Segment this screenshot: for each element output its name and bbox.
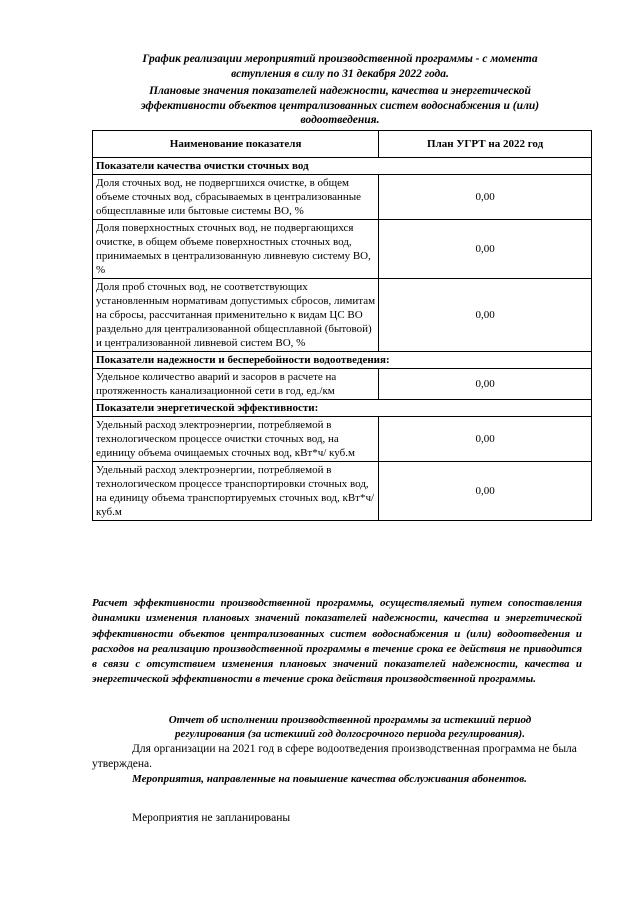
section-title-reliability: Показатели надежности и бесперебойности водоотведения: [93,352,592,369]
section-row [93,352,592,369]
table-header-row [93,131,592,158]
section-title-quality: Показатели качества очистки сточных вод [93,158,592,175]
indicator-value: 0,00 [379,279,592,352]
indicator-value: 0,00 [379,220,592,279]
table-row [93,175,592,220]
header-line-3: Плановые значения показателей надежности, качества и энергетической [149,85,531,97]
indicator-name: Доля поверхностных сточных вод, не подвергающихся очистке, в общем объеме поверхностных сточных вод, принимаемых в централизованную ливневую систему ВО, % [93,220,379,279]
header-line-2: вступления в силу по 31 декабря 2022 года. [231,68,449,80]
indicator-value: 0,00 [379,462,592,521]
indicator-name: Удельный расход электроэнергии, потребляемой в технологическом процессе транспортировки сточных вод, на единицу объема транспортируемых сточных вод, кВт*ч/ куб.м [93,462,379,521]
table-row [93,369,592,400]
section-row [93,158,592,175]
indicator-value: 0,00 [379,369,592,400]
header-line-1: График реализации мероприятий производственной программы - с момента [142,53,538,65]
efficiency-paragraph: Расчет эффективности производственной программы, осуществляемый путем сопоставления динамики изменения плановых значений показателей надежности, качества и энергетической эффективности объектов централизованных систем водоснабжения и (или) водоотведения и расходов на реализацию производственной программы в течение срока ее действия не приводится в связи с отсутствием изменения плановых значений показателей надежности, качества и энергетической эффективности в течение срока действия производственной программы. [92,597,582,686]
table-row [93,462,592,521]
report-title-line-1: Отчет об исполнении производственной программы за истекший период [168,714,532,726]
indicator-value: 0,00 [379,417,592,462]
events-body: Мероприятия не запланированы [132,812,291,824]
section-title-energy: Показатели энергетической эффективности: [93,400,592,417]
table-row [93,220,592,279]
indicator-name: Доля сточных вод, не подвергшихся очистке, в общем объеме сточных вод, сбрасываемых в централизованные общесплавные или бытовые системы ВО, % [93,175,379,220]
column-header-name: Наименование показателя [93,131,379,158]
table-row [93,417,592,462]
indicator-value: 0,00 [379,175,592,220]
header-line-4: эффективности объектов централизованных систем водоснабжения и (или) [140,100,540,112]
section-row [93,400,592,417]
header-line-5: водоотведения. [300,114,380,126]
report-body: Для организации на 2021 год в сфере водоотведения производственная программа не была утверждена. [92,743,577,770]
indicator-name: Доля проб сточных вод, не соответствующих установленным нормативам допустимых сбросов, лимитам на сбросы, рассчитанная применительно к видам ЦС ВО раздельно для централизованной общесплавной (бытовой) и централизованной ливневой систем ВО, % [93,279,379,352]
events-title: Мероприятия, направленные на повышение качества обслуживания абонентов. [132,773,527,785]
table-row [93,279,592,352]
indicator-name: Удельный расход электроэнергии, потребляемой в технологическом процессе очистки сточных вод, на единицу объема очищаемых сточных вод, кВт*ч/ куб.м [93,417,379,462]
report-title-line-2: регулирования (за истекший год долгосрочного периода регулирования). [175,728,525,740]
indicators-table [92,130,592,521]
indicator-name: Удельное количество аварий и засоров в расчете на протяженность канализационной сети в год, ед./км [93,369,379,400]
column-header-plan: План УГРТ на 2022 год [379,131,592,158]
